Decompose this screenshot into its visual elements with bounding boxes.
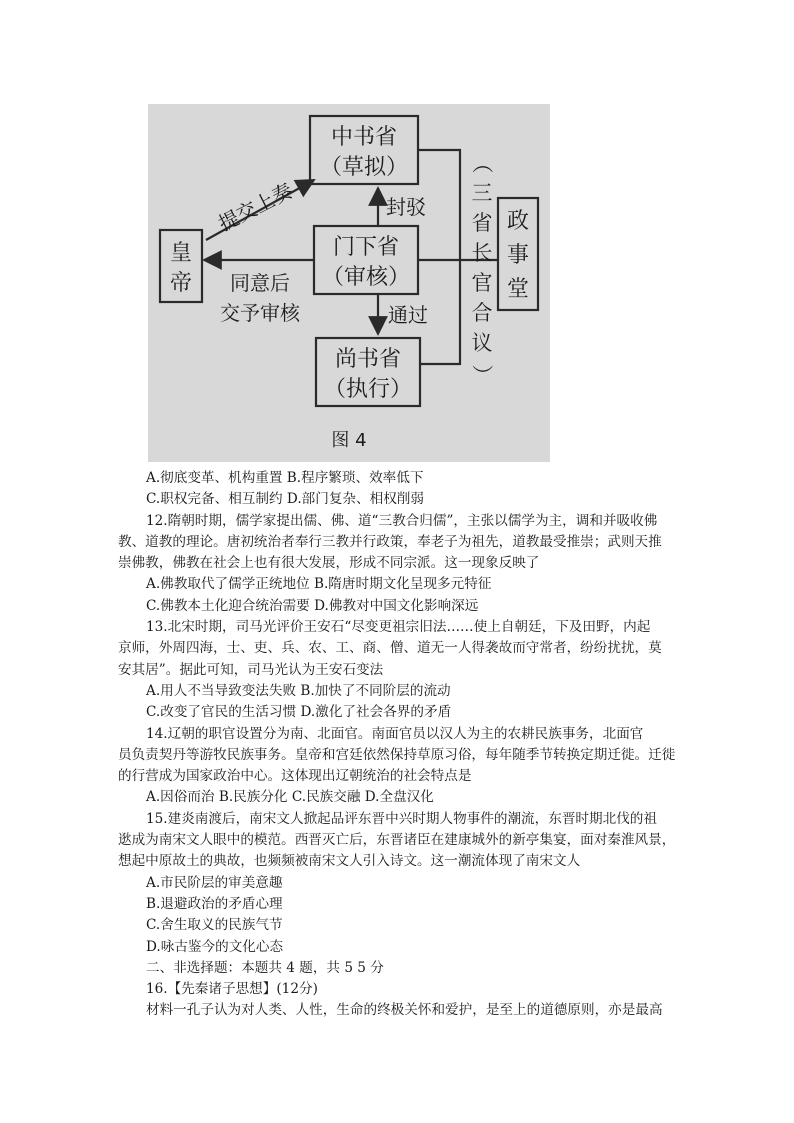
council-char-6: 合 xyxy=(471,301,493,325)
zhongshu-name: 中书省 xyxy=(330,125,398,150)
shangshu-name: 尚书省 xyxy=(334,347,402,372)
q15-stem-line-1: 15.建炎南渡后，南宋文人掀起品评东晋中兴时期人物事件的潮流，东晋时期北伐的祖 xyxy=(146,810,657,827)
council-char-2: 三 xyxy=(471,181,493,205)
q16-material-line-1: 材料一孔子认为对人类、人性，生命的终极关怀和爱护，是至上的道德原则，亦是最高 xyxy=(146,1002,663,1019)
question-text xyxy=(118,468,678,1022)
zhongshu-role: （草拟） xyxy=(319,155,409,180)
label-agree-1: 同意后 xyxy=(230,271,290,295)
q14-stem-line-3: 的行营成为国家政治中心。这体现出辽朝统治的社会特点是 xyxy=(118,768,472,785)
q13-stem-line-3: 安其居”。据此可知，司马光认为王安石变法 xyxy=(118,661,384,678)
label-submit: 提交上奏 xyxy=(214,178,297,236)
council-char-4: 长 xyxy=(471,241,493,265)
diagram-figure-4 xyxy=(148,104,550,462)
label-pass: 通过 xyxy=(388,303,428,327)
q11-options-cd: C.职权完备、相互制约 D.部门复杂、相权削弱 xyxy=(146,491,424,508)
q15-option-c: C.舍生取义的民族气节 xyxy=(146,917,283,934)
q12-options-cd: C.佛教本土化迎合统治需要 D.佛教对中国文化影响深远 xyxy=(146,597,479,614)
q15-option-a: A.市民阶层的审美意趣 xyxy=(146,874,283,891)
council-char-3: 省 xyxy=(471,211,493,235)
zhengshitang-char-3: 堂 xyxy=(506,277,530,302)
q14-stem-line-1: 14.辽朝的职官设置分为南、北面官。南面官员以汉人为主的农耕民族事务，北面官 xyxy=(146,725,644,742)
q13-options-cd: C.改变了官民的生活习惯 D.激化了社会各界的矛盾 xyxy=(146,704,452,721)
q15-stem-line-2: 逖成为南宋文人眼中的模范。西晋灭亡后，东晋诸臣在建康城外的新亭集宴，面对秦淮风景， xyxy=(118,832,676,849)
zhengshitang-char-2: 事 xyxy=(506,243,530,268)
label-agree-2: 交予审核 xyxy=(220,301,300,325)
q13-options-ab: A.用人不当导致变法失败 B.加快了不同阶层的流动 xyxy=(146,682,451,699)
shangshu-role: （执行） xyxy=(323,377,413,402)
q14-stem-line-2: 员负责契丹等游牧民族事务。皇帝和宫廷依然保持草原习俗，每年随季节转换定期迁徙。迁徙 xyxy=(118,746,676,763)
zhengshitang-char-1: 政 xyxy=(506,209,530,234)
q15-option-d: D.咏古鉴今的文化心态 xyxy=(146,938,284,955)
menxia-role: （审核） xyxy=(321,265,411,290)
three-departments-diagram xyxy=(148,104,550,462)
q11-options-ab: A.彻底变革、机构重置 B.程序繁琐、效率低下 xyxy=(146,470,424,486)
q12-stem-line-1: 12.隋朝时期，儒学家提出儒、佛、道“三教合归儒”，主张以儒学为主，调和并吸收佛 xyxy=(146,512,658,529)
menxia-name: 门下省 xyxy=(332,235,400,260)
q12-stem-line-3: 崇佛教，佛教在社会上也有很大发展，形成不同宗派。这一现象反映了 xyxy=(118,555,540,572)
q15-option-b: B.退避政治的矛盾心理 xyxy=(146,895,283,912)
figure-caption: 图 4 xyxy=(331,430,367,451)
q13-stem-line-2: 京师，外周四海，士、吏、兵、农、工、商、僧、道无一人得袭故而守常者，纷纷扰扰，莫 xyxy=(118,640,662,657)
emperor-char-2: 帝 xyxy=(169,271,193,296)
q12-stem-line-2: 教、道教的理论。唐初统治者奉行三教并行政策，奉老子为祖先，道教最受推崇；武则天推 xyxy=(118,533,662,550)
label-reject: 封驳 xyxy=(386,195,426,219)
q13-stem-line-1: 13.北宋时期，司马光评价王安石“尽变更祖宗旧法……使上自朝廷，下及田野，内起 xyxy=(146,619,651,636)
q14-options: A.因俗而治 B.民族分化 C.民族交融 D.全盘汉化 xyxy=(146,789,434,806)
q15-stem-line-3: 想起中原故土的典故，也频频被南宋文人引入诗文。这一潮流体现了南宋文人 xyxy=(118,853,581,870)
council-char-1: （ xyxy=(470,152,494,174)
council-char-8: ） xyxy=(470,364,494,386)
q12-options-ab: A.佛教取代了儒学正统地位 B.隋唐时期文化呈现多元特征 xyxy=(146,576,492,593)
section-two-heading: 二、非选择题：本题共 4 题，共 5 5 分 xyxy=(146,959,384,976)
q16-title: 16.【先秦诸子思想】(12分) xyxy=(146,981,318,998)
council-bracket-line xyxy=(418,150,460,364)
council-char-7: 议 xyxy=(471,331,493,355)
council-char-5: 官 xyxy=(471,271,493,295)
emperor-char-1: 皇 xyxy=(169,241,193,266)
